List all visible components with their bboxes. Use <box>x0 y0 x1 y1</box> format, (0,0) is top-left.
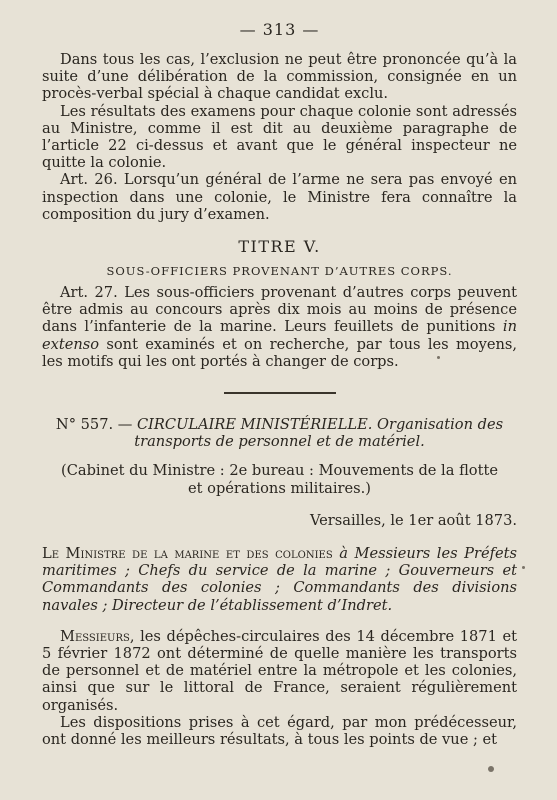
circulaire-number: N° 557. — <box>55 416 137 434</box>
salutation: Messieurs <box>60 627 130 645</box>
article-27-text-end: sont examinés et on recherche, par tous les moyens, les motifs qui les ont portés à changer de corps. <box>42 335 517 370</box>
circulaire-heading <box>42 416 517 450</box>
body-paragraph-1-text: , les dépêches-circulaires des 14 décembre 1871 et 5 février 1872 ont déterminé de quelle manière les transports de personnel et de matériel entre la métropole et les colonies, ainsi que sur le littoral de France, seraient régulièrement organisés. <box>42 627 517 714</box>
address-recipients: à Messieurs les Préfets maritimes ; Chefs du service de la marine ; Gouverneurs et Commandants des colonies ; Commandants des divisions navales ; Directeur de l’établissement d’Indret. <box>42 545 517 614</box>
address-sender: Le Ministre de la marine et des colonies <box>42 545 333 563</box>
paragraph-article-27 <box>42 284 517 370</box>
dateline: Versailles, le 1er août 1873. <box>309 512 517 530</box>
article-27-italic-term: in extenso <box>42 318 517 353</box>
section-title: TITRE V. <box>238 237 321 257</box>
paper-speck <box>437 356 440 359</box>
article-27-text-start: Art. 27. Les sous-officiers provenant d’autres corps peuvent être admis au concours après dix mois au moins de présence dans l’infanterie de la marine. Leurs feuillets de punitions <box>42 284 517 336</box>
cabinet-line-1: (Cabinet du Ministre : 2e bureau : Mouvements de la flotte <box>61 462 498 480</box>
paragraph-article-26: Art. 26. Lorsqu’un général de l’arme ne sera pas envoyé en inspection dans une colonie, le Ministre fera connaître la composition du jury d’examen. <box>42 171 517 223</box>
address-paragraph <box>42 545 517 614</box>
horizontal-rule <box>224 392 336 394</box>
body-paragraph-1 <box>42 628 517 714</box>
section-subtitle: SOUS-OFFICIERS PROVENANT D’AUTRES CORPS. <box>106 264 453 279</box>
paragraph-resultats: Les résultats des examens pour chaque colonie sont adressés au Ministre, comme il est dit au deuxième paragraphe de l’article 22 ci-dessus et avant que le général inspecteur ne quitte la colonie. <box>42 102 517 172</box>
circulaire-title: CIRCULAIRE MINISTÉRIELLE. Organisation des transports de personnel et de matériel. <box>134 416 504 451</box>
paper-speck <box>488 766 494 772</box>
spacer <box>42 614 517 628</box>
body-paragraph-2: Les dispositions prises à cet égard, par mon prédécesseur, ont donné les meilleurs résultats, à tous les points de vue ; et <box>42 713 517 749</box>
page-number: — 313 — <box>239 20 320 39</box>
paper-speck <box>522 566 525 569</box>
cabinet-note <box>42 462 517 498</box>
paragraph-exclusion: Dans tous les cas, l’exclusion ne peut être prononcée qu’à la suite d’une délibération de la commission, consignée en un procès-verbal spécial à chaque candidat exclu. <box>42 51 517 103</box>
cabinet-line-2: et opérations militaires.) <box>188 480 371 498</box>
